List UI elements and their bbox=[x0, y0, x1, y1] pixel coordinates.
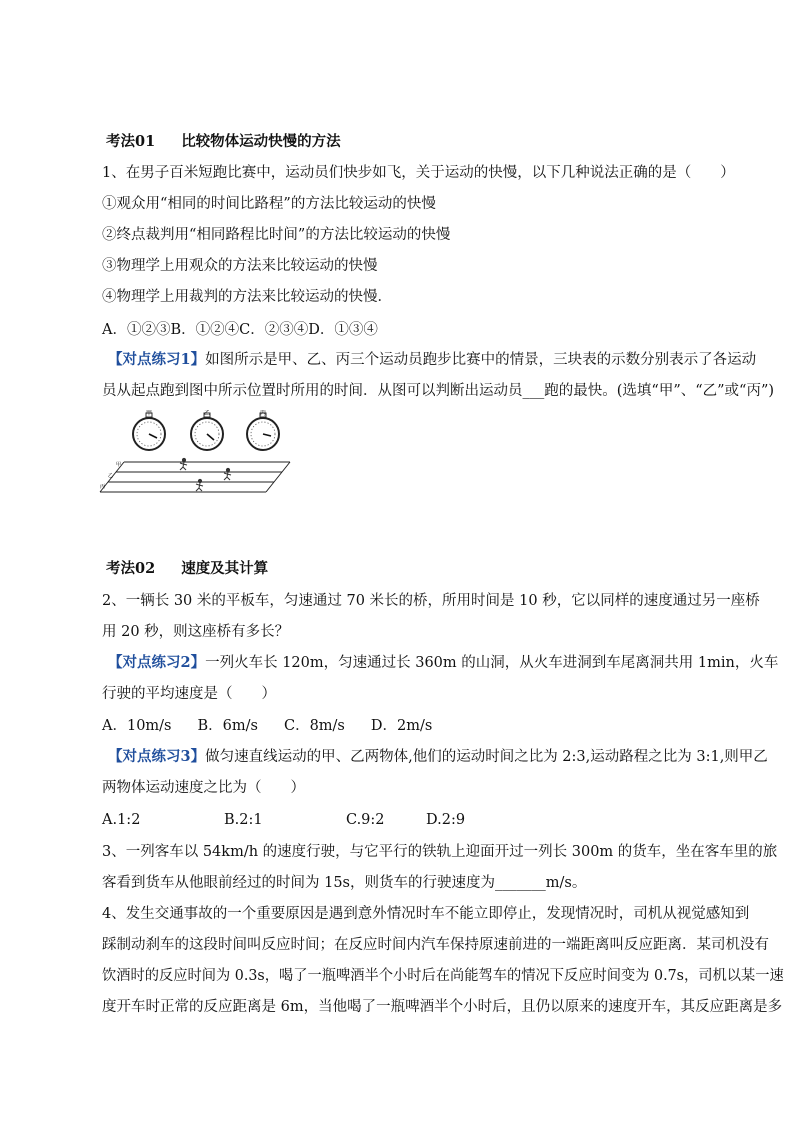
question-2-line-1: 2、一辆长 30 米的平板车，匀速通过 70 米长的桥，所用时间是 10 秒，它以同样的速度通过另一座桥 bbox=[102, 593, 760, 609]
runner-jia bbox=[180, 458, 187, 470]
practice-tag: 【对点练习3】 bbox=[108, 748, 206, 765]
option-c: C.9:2 bbox=[346, 812, 385, 828]
practice-2-options bbox=[102, 716, 432, 736]
stopwatch-yi bbox=[191, 410, 223, 450]
practice-tag: 【对点练习2】 bbox=[108, 654, 206, 671]
clock-label: 丙 bbox=[259, 410, 267, 417]
clock-label: 甲 bbox=[145, 410, 153, 417]
runner-yi bbox=[224, 468, 231, 480]
section-heading-2 bbox=[106, 559, 268, 579]
section-title: 速度及其计算 bbox=[181, 560, 269, 577]
option-a: A．10m/s bbox=[102, 718, 172, 734]
practice-2-line-1 bbox=[108, 653, 778, 673]
question-4-line-4: 度开车时正常的反应距离是 6m，当他喝了一瓶啤酒半个小时后，且仍以原来的速度开车，其反应距离是多 bbox=[102, 999, 783, 1015]
option-a: A.1:2 bbox=[102, 812, 141, 828]
question-1-statement-2: ②终点裁判用“相同路程比时间”的方法比较运动的快慢 bbox=[102, 227, 451, 243]
stopwatch-jia bbox=[133, 410, 165, 450]
practice-3-options bbox=[102, 810, 465, 830]
question-4-line-1: 4、发生交通事故的一个重要原因是遇到意外情况时车不能立即停止，发现情况时，司机从视觉感知到 bbox=[102, 906, 750, 922]
question-4-line-2: 踩制动刹车的这段时间叫反应时间；在反应时间内汽车保持原速前进的一端距离叫反应距离．某司机没有 bbox=[102, 937, 769, 953]
practice-1-line-2: 员从起点跑到图中所示位置时所用的时间．从图可以判断出运动员___跑的最快。(选填“甲”、“乙”或“丙”) bbox=[102, 383, 775, 399]
option-b: B.2:1 bbox=[224, 812, 263, 828]
section-heading-1 bbox=[106, 132, 341, 152]
option-d: D．2m/s bbox=[370, 718, 433, 734]
stopwatch-bing bbox=[247, 410, 279, 450]
option-b: B．6m/s bbox=[197, 718, 258, 734]
section-number: 考法01 bbox=[106, 133, 156, 150]
question-3-line-2: 客看到货车从他眼前经过的时间为 15s，则货车的行驶速度为_______m/s。 bbox=[102, 875, 587, 891]
practice-3-line-1 bbox=[108, 747, 768, 767]
practice-3-line-2: 两物体运动速度之比为（ ） bbox=[102, 780, 305, 796]
question-2-line-2: 用 20 秒，则这座桥有多长？ bbox=[102, 624, 290, 640]
lane-label: 乙 bbox=[108, 473, 114, 479]
question-1-statement-4: ④物理学上用裁判的方法来比较运动的快慢． bbox=[102, 289, 392, 305]
lane-label: 丙 bbox=[100, 484, 106, 490]
question-3-line-1: 3、一列客车以 54km/h 的速度行驶，与它平行的铁轨上迎面开过一列长 300m 的货车，坐在客车里的旅 bbox=[102, 844, 778, 860]
section-number: 考法02 bbox=[106, 560, 156, 577]
running-track bbox=[100, 462, 290, 492]
option-d: D.2:9 bbox=[426, 812, 466, 828]
question-4-line-3: 饮酒时的反应时间为 0.3s，喝了一瓶啤酒半个小时后在尚能驾车的情况下反应时间变为 0.7s，司机以某一速 bbox=[102, 968, 784, 984]
practice-1-text-1: 如图所示是甲、乙、丙三个运动员跑步比赛中的情景，三块表的示数分别表示了各运动 bbox=[205, 352, 757, 368]
practice-2-line-2: 行驶的平均速度是（ ） bbox=[102, 686, 276, 702]
practice-1-line-1 bbox=[108, 350, 756, 370]
practice-2-text-1: 一列火车长 120m，匀速通过长 360m 的山洞，从火车进洞到车尾离洞共用 1min，火车 bbox=[205, 655, 779, 671]
practice-3-text-1: 做匀速直线运动的甲、乙两物体,他们的运动时间之比为 2:3,运动路程之比为 3:1,则甲乙 bbox=[205, 749, 768, 765]
running-race-diagram bbox=[96, 410, 296, 510]
lane-label: 甲 bbox=[116, 462, 122, 468]
runner-bing bbox=[196, 479, 203, 491]
question-1-options: A．①②③B．①②④C．②③④D．①③④ bbox=[102, 322, 378, 338]
practice-tag: 【对点练习1】 bbox=[108, 351, 206, 368]
clock-label: 乙 bbox=[203, 410, 211, 417]
option-c: C．8m/s bbox=[283, 718, 345, 734]
section-title: 比较物体运动快慢的方法 bbox=[181, 133, 341, 150]
question-1-stem: 1、在男子百米短跑比赛中，运动员们快步如飞，关于运动的快慢，以下几种说法正确的是（ ） bbox=[102, 165, 735, 181]
question-1-statement-3: ③物理学上用观众的方法来比较运动的快慢 bbox=[102, 258, 378, 274]
question-1-statement-1: ①观众用“相同的时间比路程”的方法比较运动的快慢 bbox=[102, 196, 436, 212]
